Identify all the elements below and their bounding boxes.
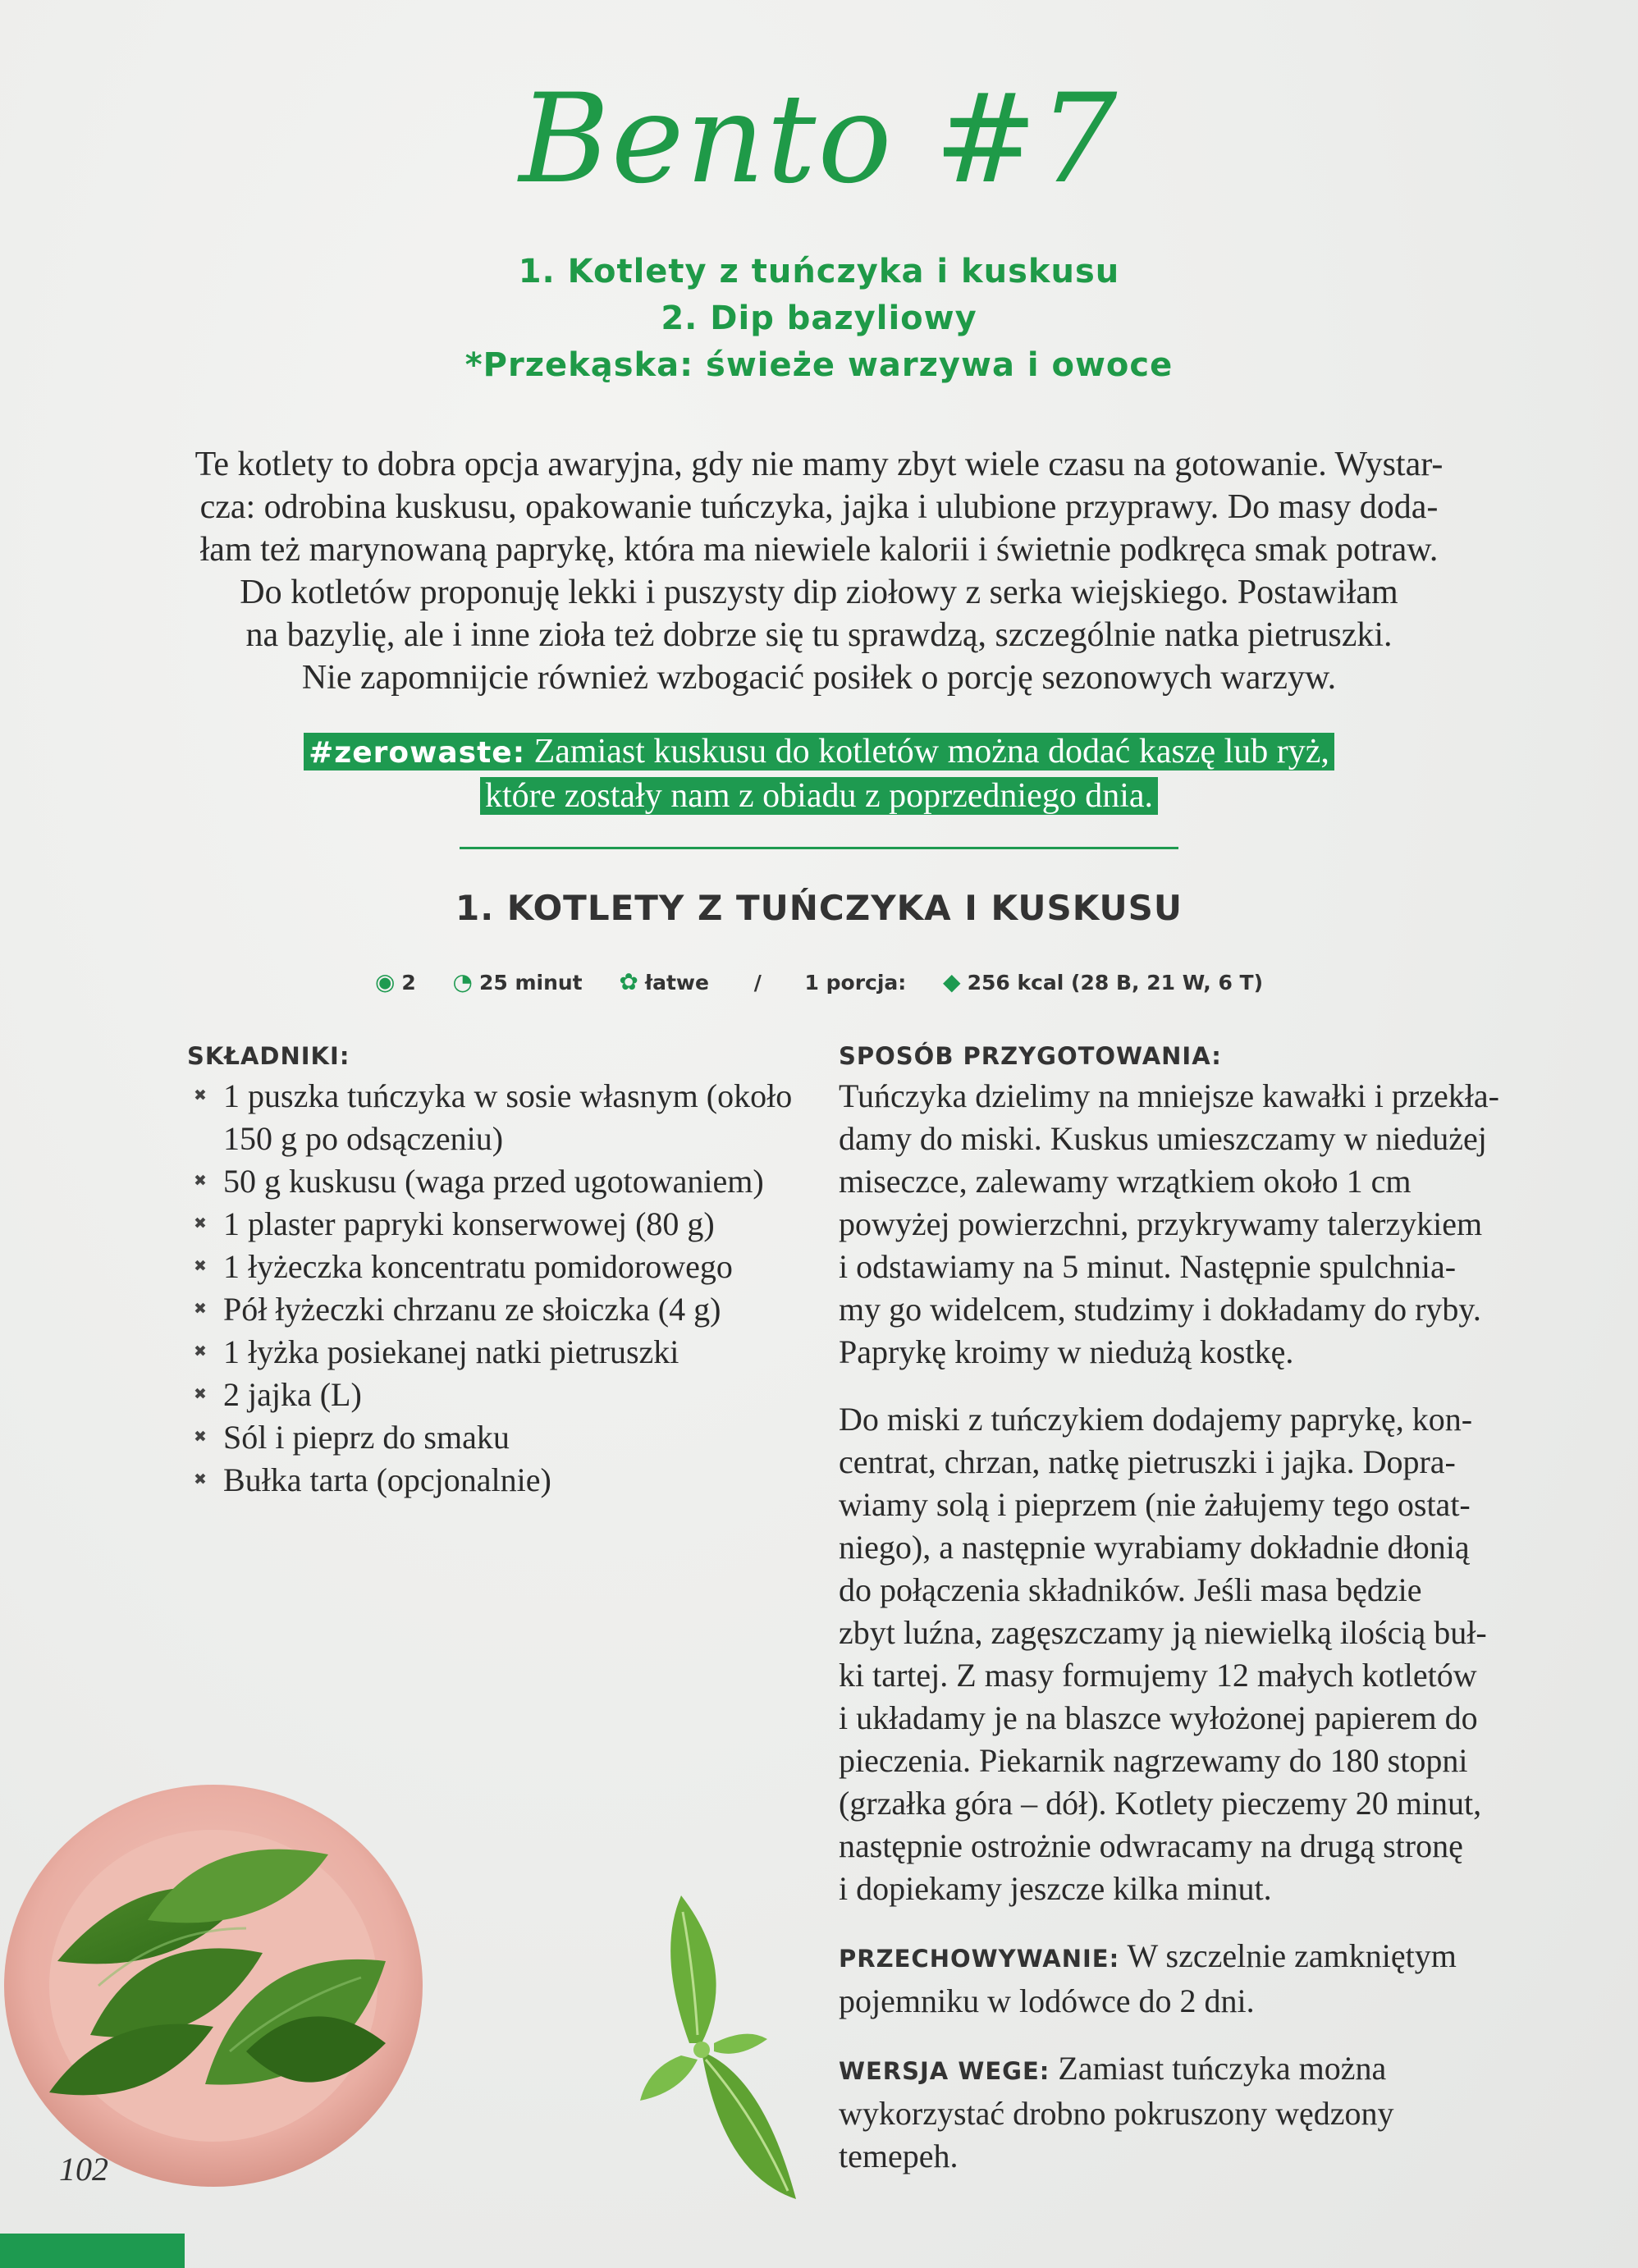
method-paragraph-2: Do miski z tuńczykiem dodajemy paprykę, kon- centrat, chrzan, natkę pietruszki i jajka. Dopra- wiamy solą i pieprzem (nie żałujemy tego ostat- niego), a następnie wyrabiamy dokładnie dłonią do połączenia składników. Jeśli masa będzie zbyt luźna, zagęszczamy ją niewielką ilością buł- ki tartej. Z masy formujemy 12 małych kotletów i układamy je na blaszce wyłożonej papierem do pieczenia. Piekarnik nagrzewamy do 180 stopni (grzałka góra – dół). Kotlety pieczemy 20 minut, następnie ostrożnie odwracamy na drugą stronę i dopiekamy jeszcze kilka minut. [839,1401,1487,1907]
servings-value: 2 [401,971,416,995]
ingredients-heading: SKŁADNIKI: [187,1042,350,1070]
basil-bowl-image [0,1740,460,2199]
recipe-title: 1. KOTLETY Z TUŃCZYKA I KUSKUSU [455,888,1183,928]
method-paragraph-1: Tuńczyka dzielimy na mniejsze kawałki i przekła- damy do miski. Kuskus umieszczamy w niedużej miseczce, zalewamy wrzątkiem około 1 cm powyżej powierzchni, przykrywamy talerzykiem i odstawiamy na 5 minut. Następnie spulchnia- my go widelcem, studzimy i dokładamy do ryby. Paprykę kroimy w niedużą kostkę. [839,1077,1499,1370]
clock-icon: ◔ [452,968,473,995]
ingredient-item: ✖ Sól i pieprz do smaku [187,1416,811,1459]
difficulty-icon: ✿ [619,968,638,995]
basil-sprig-image [624,1879,821,2224]
meta-separator: / [753,971,762,995]
time-value: 25 minut [478,971,583,995]
portion-label: 1 porcja: [804,971,907,995]
subtitle-3: *Przekąska: świeże warzywa i owoce [464,346,1174,384]
section-divider [460,847,1178,849]
intro-paragraph [148,443,1490,699]
subtitle-1: 1. Kotlety z tuńczyka i kuskusu [518,253,1120,290]
page-accent-bar [0,2234,185,2268]
vege-note: WERSJA WEGE: Zamiast tuńczyka można wykorzystać drobno pokruszony wędzony temepeh. [839,2050,1394,2174]
ingredient-item: ✖ 2 jajka (L) [187,1374,811,1416]
ingredient-item: ✖ Pół łyżeczki chrzanu ze słoiczka (4 g) [187,1288,811,1331]
zerowaste-tag: #zerowaste: [309,736,526,770]
page-number: 102 [59,2151,108,2188]
zerowaste-line-1: #zerowaste: Zamiast kuskusu do kotletów można dodać kaszę lub ryż, [304,733,1334,770]
method-heading: SPOSÓB PRZYGOTOWANIA: [839,1042,1222,1070]
bowl-icon: ◉ [374,968,396,995]
zerowaste-line-2: które zostały nam z obiadu z poprzedniego dnia. [480,777,1158,815]
page-title: Bento #7 [519,68,1119,211]
intro-line: Do kotletów proponuję lekki i puszysty dip ziołowy z serka wiejskiego. Postawiłam [240,574,1398,611]
ingredient-item: ✖ 1 łyżeczka koncentratu pomidorowego [187,1246,811,1288]
intro-line: łam też marynowaną paprykę, która ma niewiele kalorii i świetnie podkręca smak potraw. [199,531,1439,569]
zerowaste-note [0,730,1638,817]
intro-line: na bazylię, ale i inne zioła też dobrze się tu sprawdzą, szczególnie natka pietruszki. [245,616,1393,654]
subtitle-2: 2. Dip bazyliowy [661,300,977,337]
method-section [839,1042,1512,2178]
ingredients-section [187,1042,811,1502]
recipe-meta [0,968,1638,995]
ingredient-item: ✖ 1 puszka tuńczyka w sosie własnym (około 150 g po odsączeniu) [187,1075,811,1160]
storage-label: PRZECHOWYWANIE: [839,1945,1120,1973]
ingredients-list [187,1075,811,1502]
ingredient-item: ✖ 1 łyżka posiekanej natki pietruszki [187,1331,811,1374]
difficulty-value: łatwe [644,971,709,995]
intro-line: cza: odrobina kuskusu, opakowanie tuńczyka, jajka i ulubione przyprawy. Do masy doda- [199,488,1439,526]
menu-subtitles [0,249,1638,389]
calories-value: 256 kcal (28 B, 21 W, 6 T) [967,971,1264,995]
flame-icon: ◆ [943,968,961,995]
ingredient-item: ✖ Bułka tarta (opcjonalnie) [187,1459,811,1502]
intro-line: Nie zapomnijcie również wzbogacić posiłek o porcję sezonowych warzyw. [301,659,1337,697]
vege-label: WERSJA WEGE: [839,2057,1050,2085]
ingredient-item: ✖ 50 g kuskusu (waga przed ugotowaniem) [187,1160,811,1203]
intro-line: Te kotlety to dobra opcja awaryjna, gdy nie mamy zbyt wiele czasu na gotowanie. Wystar- [194,446,1444,483]
ingredient-item: ✖ 1 plaster papryki konserwowej (80 g) [187,1203,811,1246]
storage-note: PRZECHOWYWANIE: W szczelnie zamkniętym pojemniku w lodówce do 2 dni. [839,1937,1457,2019]
